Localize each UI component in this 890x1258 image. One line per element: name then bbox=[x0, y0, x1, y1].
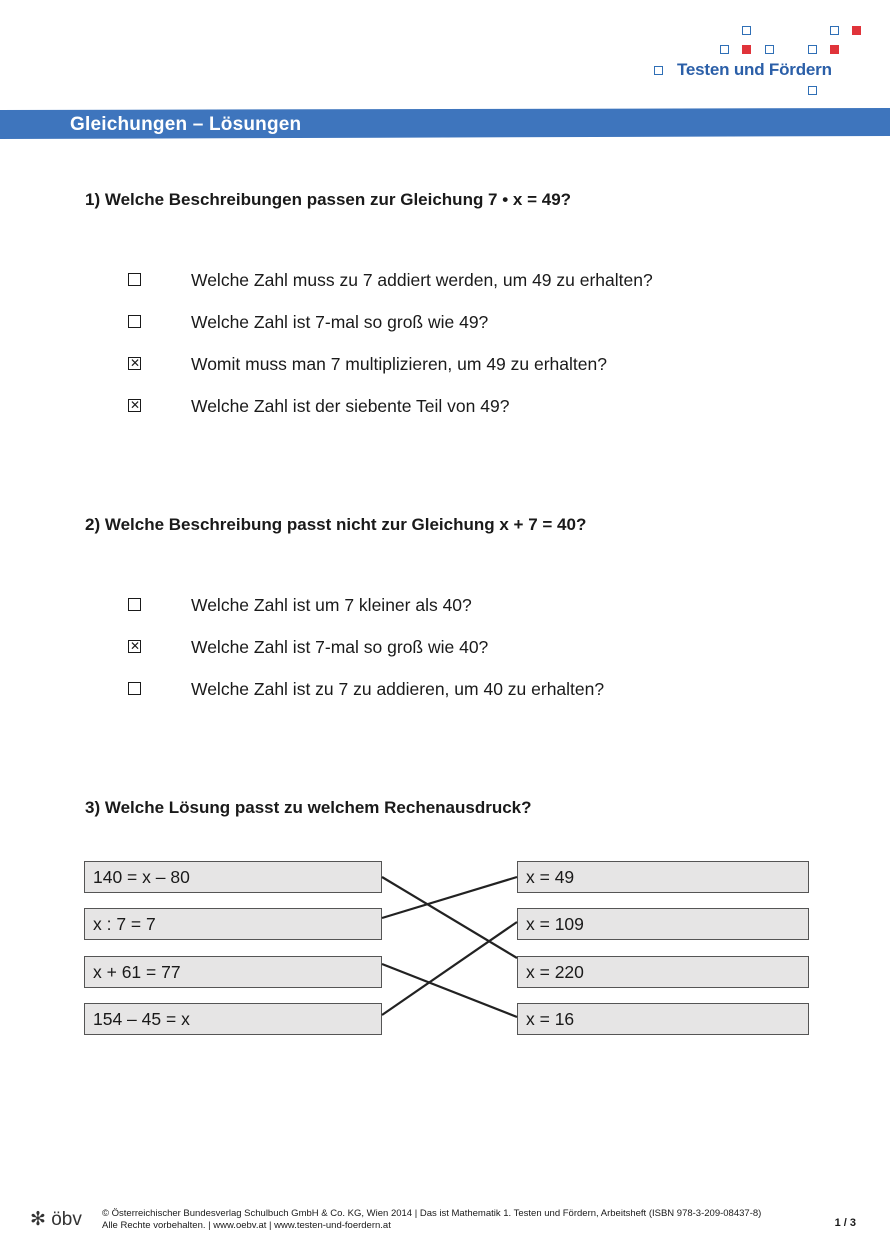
match-line bbox=[382, 922, 517, 1015]
solution-box-3: x = 220 bbox=[517, 956, 809, 988]
check-mark-icon: ✕ bbox=[130, 398, 141, 412]
checkbox[interactable] bbox=[128, 273, 141, 286]
checkbox[interactable] bbox=[128, 598, 141, 611]
solution-box-2: x = 109 bbox=[517, 908, 809, 940]
logo-square bbox=[654, 66, 663, 75]
logo-square bbox=[830, 45, 839, 54]
question-3: 3) Welche Lösung passt zu welchem Rechenausdruck? bbox=[85, 798, 532, 817]
question-2: 2) Welche Beschreibung passt nicht zur Gleichung x + 7 = 40? bbox=[85, 515, 587, 534]
checkbox[interactable] bbox=[128, 682, 141, 695]
option-label: Womit muss man 7 multiplizieren, um 49 zu erhalten? bbox=[191, 354, 607, 374]
expression-box-4: 154 – 45 = x bbox=[84, 1003, 382, 1035]
checkbox[interactable] bbox=[128, 399, 141, 412]
expression-box-1: 140 = x – 80 bbox=[84, 861, 382, 893]
logo-square bbox=[808, 86, 817, 95]
solution-box-1: x = 49 bbox=[517, 861, 809, 893]
question-1: 1) Welche Beschreibungen passen zur Gleichung 7 • x = 49? bbox=[85, 190, 572, 209]
logo-square bbox=[742, 26, 751, 35]
logo-text: Testen und Fördern bbox=[677, 60, 832, 79]
publisher-logo-text: öbv bbox=[51, 1209, 82, 1230]
check-mark-icon: ✕ bbox=[130, 356, 141, 370]
option-label: Welche Zahl ist 7-mal so groß wie 49? bbox=[191, 312, 489, 332]
page-title: Gleichungen – Lösungen bbox=[70, 114, 302, 135]
checkbox[interactable] bbox=[128, 640, 141, 653]
page-number: 1 / 3 bbox=[834, 1217, 856, 1229]
publisher-logo-icon: ✻ bbox=[30, 1209, 46, 1230]
expression-box-2: x : 7 = 7 bbox=[84, 908, 382, 940]
footer-line-2: Alle Rechte vorbehalten. | www.oebv.at | www.testen-und-foerdern.at bbox=[102, 1220, 391, 1231]
option-label: Welche Zahl ist 7-mal so groß wie 40? bbox=[191, 637, 489, 657]
option-label: Welche Zahl ist zu 7 zu addieren, um 40 zu erhalten? bbox=[191, 679, 605, 699]
checkbox[interactable] bbox=[128, 357, 141, 370]
logo-square bbox=[742, 45, 751, 54]
checkbox[interactable] bbox=[128, 315, 141, 328]
option-label: Welche Zahl ist um 7 kleiner als 40? bbox=[191, 595, 472, 615]
check-mark-icon: ✕ bbox=[130, 639, 141, 653]
option-label: Welche Zahl muss zu 7 addiert werden, um 49 zu erhalten? bbox=[191, 270, 653, 290]
publisher-logo bbox=[30, 1208, 82, 1231]
logo-square bbox=[808, 45, 817, 54]
solution-box-4: x = 16 bbox=[517, 1003, 809, 1035]
logo-square bbox=[720, 45, 729, 54]
match-line bbox=[382, 964, 517, 1017]
option-label: Welche Zahl ist der siebente Teil von 49? bbox=[191, 396, 510, 416]
match-line bbox=[382, 877, 517, 958]
brand-logo bbox=[650, 22, 880, 102]
logo-square bbox=[765, 45, 774, 54]
expression-box-3: x + 61 = 77 bbox=[84, 956, 382, 988]
footer-copyright bbox=[102, 1208, 761, 1232]
footer-line-1: © Österreichischer Bundesverlag Schulbuch GmbH & Co. KG, Wien 2014 | Das ist Mathematik 1. Testen und Fördern, Arbeitsheft (ISBN 978-3-209-08437-8) bbox=[102, 1208, 762, 1219]
logo-square bbox=[852, 26, 861, 35]
match-line bbox=[382, 877, 517, 918]
logo-square bbox=[830, 26, 839, 35]
